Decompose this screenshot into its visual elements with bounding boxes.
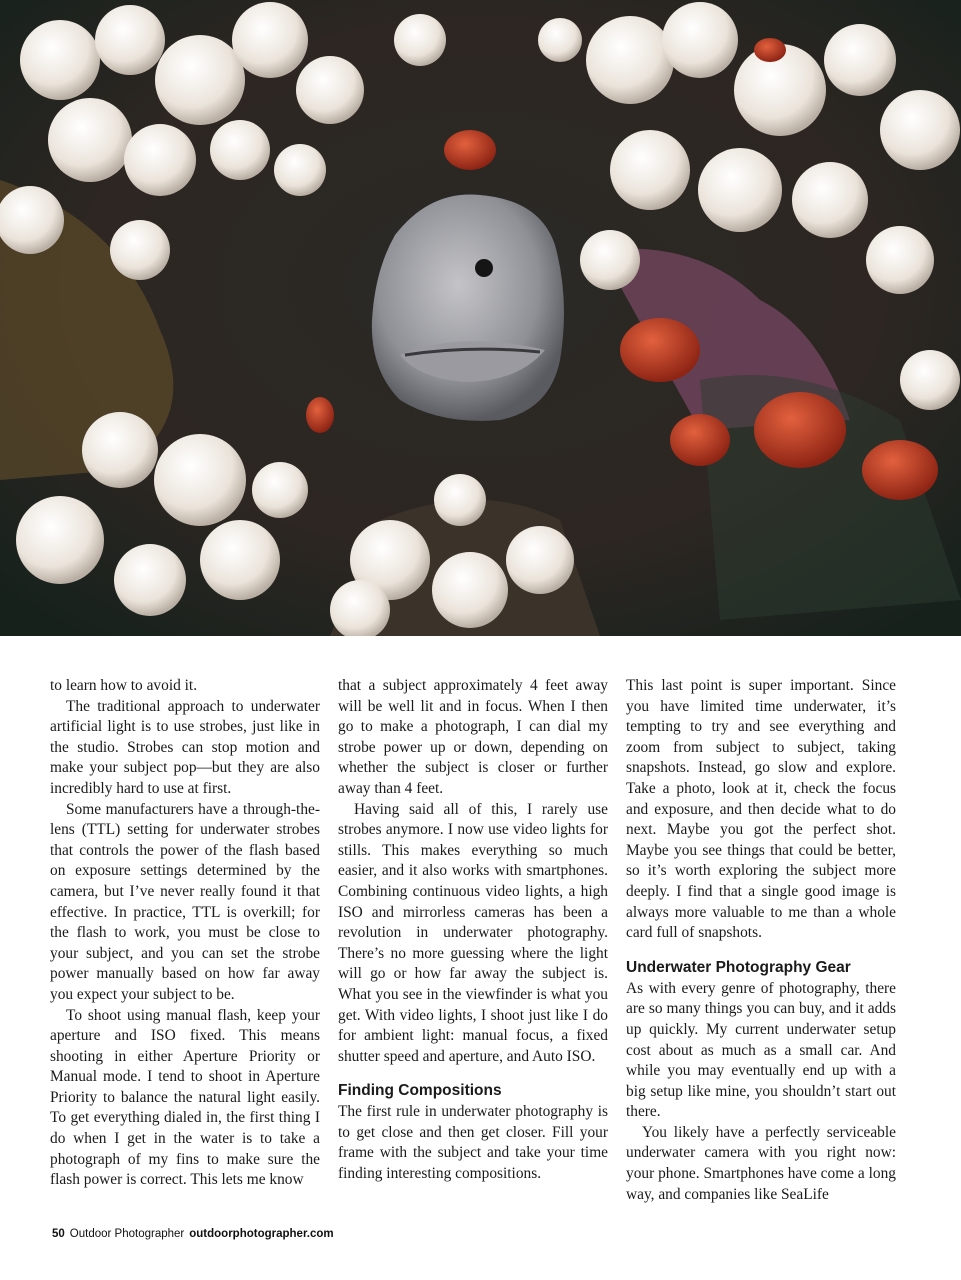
- wolf-eel-photo: [0, 0, 961, 636]
- paragraph: The first rule in underwater photography is to get close and then get closer. Fill your frame with the subject and take your time finding interesting compositions.: [338, 1103, 608, 1183]
- column-2: [338, 676, 608, 1206]
- column-1: [50, 676, 320, 1206]
- magazine-url: outdoorphotographer.com: [189, 1228, 334, 1240]
- paragraph: This last point is super important. Since you have limited time underwater, it’s tempting to try and see everything and zoom from subject to subject, taking snapshots. Instead, go slow and explore. Take a photo, look at it, check the focus and exposure, and then decide what to do next. Maybe you got the perfect shot. Maybe you see things that could be better, so it’s worth exploring the subject more deeply. I find that a single good image is always more valuable to me than a whole card full of snapshots.: [626, 677, 896, 942]
- paragraph: Some manufacturers have a through-the-lens (TTL) setting for underwater strobes that controls the power of the flash based on exposure settings determined by the camera, but I’ve never really found it that effective. In practice, TTL is overkill; for the flash to work, you must be close to your subject, and you can set the strobe power manually based on how far away you expect your subject to be.: [50, 800, 320, 1003]
- paragraph: To shoot using manual flash, keep your aperture and ISO fixed. This means shooting in either Aperture Priority or Manual mode. I tend to shoot in Aperture Priority to balance the natural light easily. To get everything dialed in, the first thing I do when I get in the water is to take a photograph of my fins to make sure the flash power is correct. This lets me know: [50, 1006, 320, 1189]
- paragraph: Having said all of this, I rarely use strobes anymore. I now use video lights for stills. This makes everything so much easier, and it also works with smartphones. Combining continuous video lights, a high ISO and mirrorless cameras has been a revolution in underwater photography. There’s no more guessing where the light will go or how far away the subject is. What you see in the viewfinder is what you get. With video lights, I shoot just like I do for ambient light: manual focus, a fixed shutter speed and aperture, and Auto ISO.: [338, 800, 608, 1065]
- column-3: [626, 676, 896, 1206]
- article-columns: [50, 676, 896, 1206]
- section-heading: Finding Compositions: [338, 1082, 502, 1100]
- paragraph: As with every genre of photography, there are so many things you can buy, and it adds up quickly. My current underwater setup cost about as much as a small car. And while you may eventually end up with a big setup like mine, you shouldn’t start out there.: [626, 979, 896, 1121]
- page-footer: [52, 1228, 334, 1240]
- wolf-eel-among-anemones-photo-icon: [0, 0, 961, 636]
- paragraph: You likely have a perfectly serviceable underwater camera with you right now: your phone. Smartphones have come a long way, and companies like SeaLife: [626, 1123, 896, 1203]
- magazine-name: Outdoor Photographer: [69, 1228, 185, 1240]
- paragraph: to learn how to avoid it.: [50, 677, 198, 694]
- paragraph: The traditional approach to underwater artificial light is to use strobes, just like in the studio. Strobes can stop motion and make your subject pop—but they are also incredibly hard to use at first.: [50, 697, 320, 797]
- page-number: 50: [52, 1228, 65, 1240]
- section-heading: Underwater Photography Gear: [626, 958, 851, 976]
- paragraph: that a subject approximately 4 feet away will be well lit and in focus. When I then go to make a photograph, I can dial my strobe power up or down, depending on whether the subject is closer or further away than 4 feet.: [338, 677, 608, 797]
